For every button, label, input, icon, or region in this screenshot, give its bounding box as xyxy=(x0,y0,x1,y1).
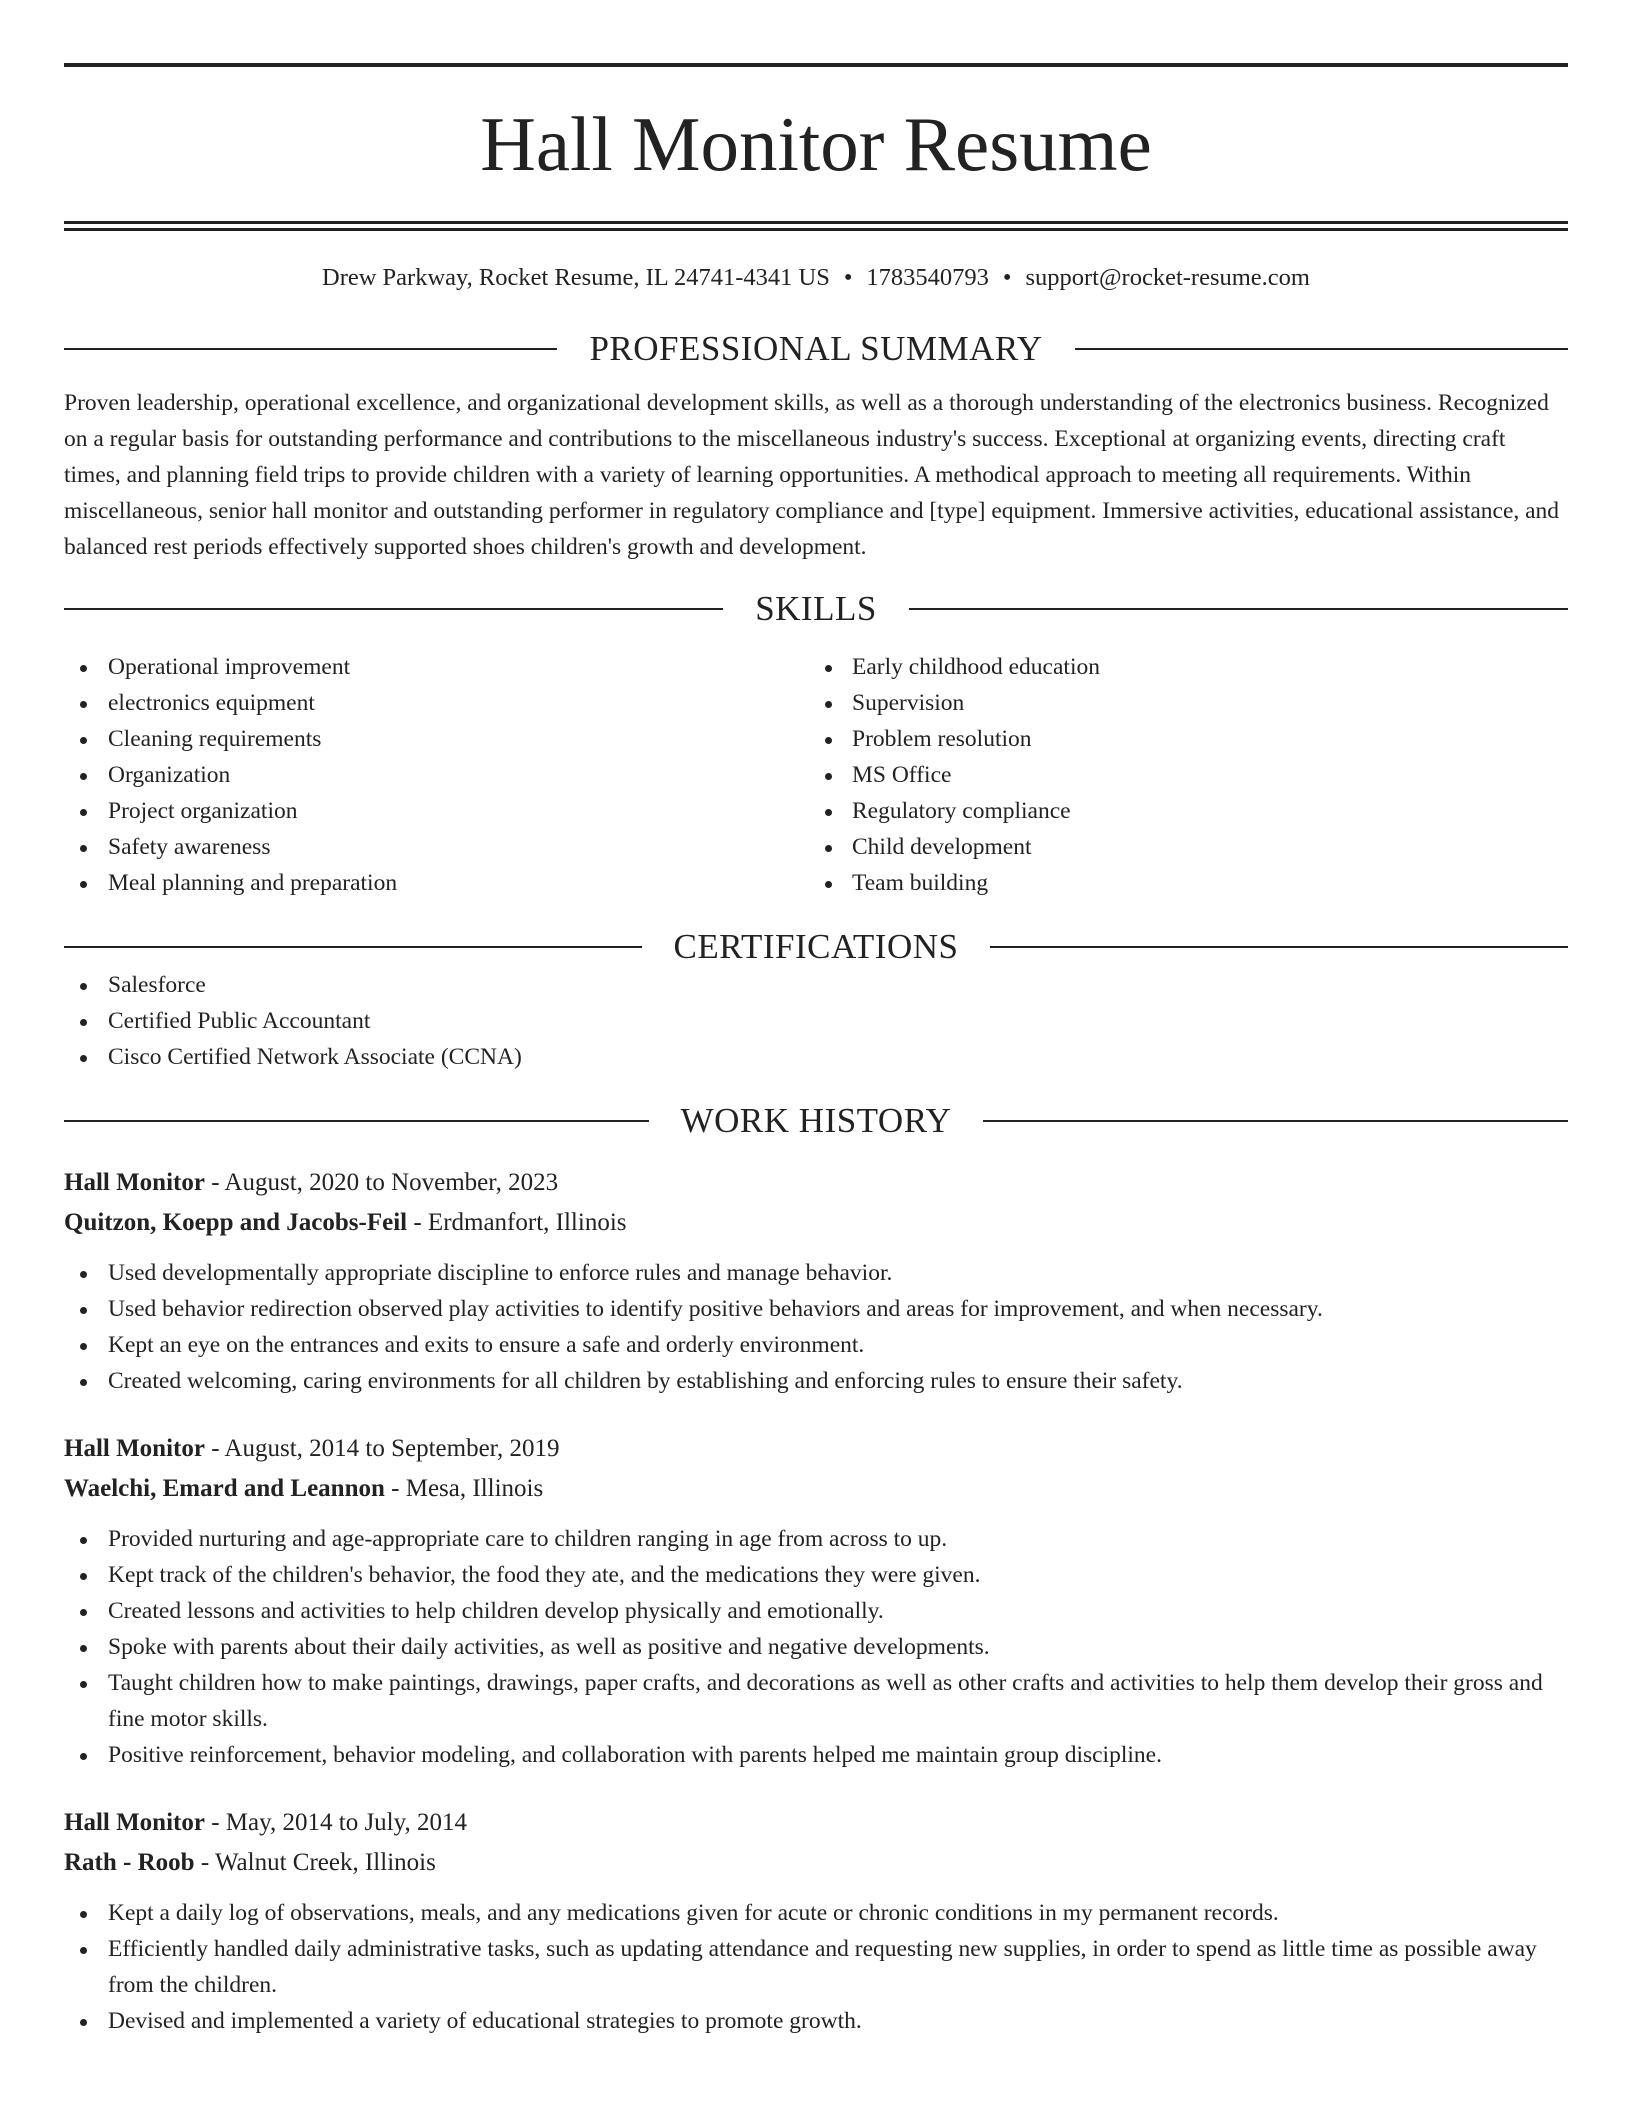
job-duty-item: Created welcoming, caring environments for all children by establishing and enforcing rules to ensure their safety. xyxy=(64,1363,1568,1399)
work-heading: WORK HISTORY xyxy=(680,1101,952,1140)
job-title: Hall Monitor xyxy=(64,1435,205,1462)
contact-separator: • xyxy=(1002,264,1012,291)
job-title-line xyxy=(64,1163,1568,1203)
job-duty-item: Provided nurturing and age-appropriate care to children ranging in age from across to up. xyxy=(64,1521,1568,1557)
skill-item: Early childhood education xyxy=(823,649,1568,685)
skill-item: Supervision xyxy=(823,685,1568,721)
job-duties-list xyxy=(64,1521,1568,1773)
contact-email: support@rocket-resume.com xyxy=(1025,264,1310,291)
job-title: Hall Monitor xyxy=(64,1809,205,1836)
contact-address: Drew Parkway, Rocket Resume, IL 24741-4341 US xyxy=(322,264,830,291)
job-duty-item: Spoke with parents about their daily activities, as well as positive and negative developments. xyxy=(64,1629,1568,1665)
section-rule xyxy=(64,946,642,948)
job-duties-list xyxy=(64,1255,1568,1399)
job-location: - Walnut Creek, Illinois xyxy=(194,1849,436,1876)
skills-list xyxy=(64,649,1568,901)
skill-item: MS Office xyxy=(823,757,1568,793)
job-duty-item: Used developmentally appropriate discipline to enforce rules and manage behavior. xyxy=(64,1255,1568,1291)
job-dates: - August, 2014 to September, 2019 xyxy=(204,1435,560,1462)
job-company-line xyxy=(64,1843,1568,1883)
skill-item: Regulatory compliance xyxy=(823,793,1568,829)
skill-item: Organization xyxy=(64,757,809,793)
skills-section-header xyxy=(64,589,1568,629)
skill-item: Safety awareness xyxy=(64,829,809,865)
top-rule xyxy=(64,63,1568,67)
job-company: Waelchi, Emard and Leannon xyxy=(64,1475,385,1502)
skill-item: Cleaning requirements xyxy=(64,721,809,757)
job-duty-item: Kept an eye on the entrances and exits to ensure a safe and orderly environment. xyxy=(64,1327,1568,1363)
skill-item: Team building xyxy=(823,865,1568,901)
section-rule xyxy=(1075,348,1568,350)
skill-item: Project organization xyxy=(64,793,809,829)
job-duty-item: Positive reinforcement, behavior modeling, and collaboration with parents helped me maintain group discipline. xyxy=(64,1737,1568,1773)
section-rule xyxy=(64,608,723,610)
job-duty-item: Taught children how to make paintings, drawings, paper crafts, and decorations as well as other crafts and activities to help them develop their gross and fine motor skills. xyxy=(64,1665,1568,1737)
job-title-line xyxy=(64,1429,1568,1469)
section-rule xyxy=(64,1120,649,1122)
skills-column-left xyxy=(64,649,809,901)
job-duty-item: Kept a daily log of observations, meals, and any medications given for acute or chronic conditions in my permanent records. xyxy=(64,1895,1568,1931)
section-rule xyxy=(64,348,557,350)
work-section-header xyxy=(64,1101,1568,1141)
contact-separator: • xyxy=(843,264,853,291)
certifications-heading: CERTIFICATIONS xyxy=(673,927,959,966)
job-duty-item: Devised and implemented a variety of educational strategies to promote growth. xyxy=(64,2003,1568,2039)
skill-item: Meal planning and preparation xyxy=(64,865,809,901)
work-history xyxy=(64,1163,1568,2039)
job-company: Quitzon, Koepp and Jacobs-Feil xyxy=(64,1209,408,1236)
summary-section-header xyxy=(64,329,1568,369)
skills-heading: SKILLS xyxy=(755,589,877,628)
skill-item: electronics equipment xyxy=(64,685,809,721)
certification-item: Certified Public Accountant xyxy=(64,1003,1568,1039)
summary-text: Proven leadership, operational excellence, and organizational development skills, as well as a thorough understanding of the electronics business. Recognized on a regular basis for outstanding performance and contributions to the miscellaneous industry's success. Exceptional at organizing events, directing craft times, and planning field trips to provide children with a variety of learning opportunities. A methodical approach to meeting all requirements. Within miscellaneous, senior hall monitor and outstanding performer in regulatory compliance and [type] equipment. Immersive activities, educational assistance, and balanced rest periods effectively supported shoes children's growth and development. xyxy=(64,390,1560,560)
double-rule xyxy=(64,221,1568,231)
job-dates: - May, 2014 to July, 2014 xyxy=(204,1809,467,1836)
summary-heading: PROFESSIONAL SUMMARY xyxy=(589,329,1043,368)
job-duty-item: Kept track of the children's behavior, the food they ate, and the medications they were given. xyxy=(64,1557,1568,1593)
job-location: - Erdmanfort, Illinois xyxy=(407,1209,627,1236)
contact-phone: 1783540793 xyxy=(866,264,989,291)
job-entry xyxy=(64,1803,1568,2039)
certification-item: Cisco Certified Network Associate (CCNA) xyxy=(64,1039,1568,1075)
job-title-line xyxy=(64,1803,1568,1843)
job-company-line xyxy=(64,1469,1568,1509)
certifications-list xyxy=(64,967,1568,1075)
skill-item: Problem resolution xyxy=(823,721,1568,757)
job-location: - Mesa, Illinois xyxy=(384,1475,544,1502)
job-entry xyxy=(64,1429,1568,1773)
section-rule xyxy=(990,946,1568,948)
certification-item: Salesforce xyxy=(64,967,1568,1003)
job-duties-list xyxy=(64,1895,1568,2039)
job-dates: - August, 2020 to November, 2023 xyxy=(204,1169,559,1196)
contact-line xyxy=(64,263,1568,293)
section-rule xyxy=(909,608,1568,610)
resume-title: Hall Monitor Resume xyxy=(480,101,1152,187)
job-duty-item: Used behavior redirection observed play activities to identify positive behaviors and areas for improvement, and when necessary. xyxy=(64,1291,1568,1327)
job-duty-item: Efficiently handled daily administrative tasks, such as updating attendance and requesting new supplies, in order to spend as little time as possible away from the children. xyxy=(64,1931,1568,2003)
job-duty-item: Created lessons and activities to help children develop physically and emotionally. xyxy=(64,1593,1568,1629)
certifications-section-header xyxy=(64,927,1568,967)
skills-column-right xyxy=(809,649,1568,901)
skill-item: Operational improvement xyxy=(64,649,809,685)
job-company: Rath - Roob xyxy=(64,1849,195,1876)
skill-item: Child development xyxy=(823,829,1568,865)
job-entry xyxy=(64,1163,1568,1399)
section-rule xyxy=(983,1120,1568,1122)
job-title: Hall Monitor xyxy=(64,1169,205,1196)
job-company-line xyxy=(64,1203,1568,1243)
